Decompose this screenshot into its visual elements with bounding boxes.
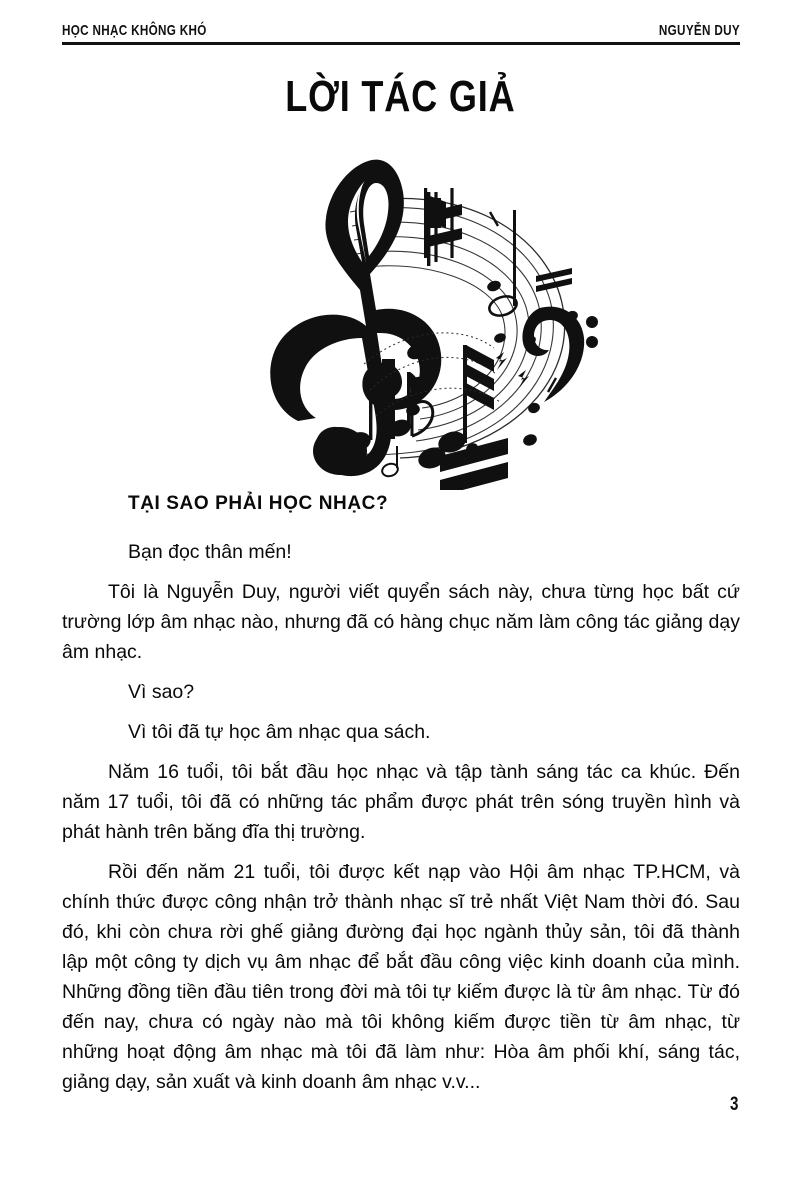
treble-clef-icon bbox=[270, 160, 441, 476]
paragraph-intro: Tôi là Nguyễn Duy, người viết quyển sách này, chưa từng học bất cứ trường lớp âm nhạc nào, nhưng đã có hàng chục năm làm công tác giảng dạy âm nhạc. bbox=[62, 580, 740, 663]
header-author-name: NGUYỄN DUY bbox=[658, 22, 740, 39]
paragraph-age-sixteen: Năm 16 tuổi, tôi bắt đầu học nhạc và tập tành sáng tác ca khúc. Đến năm 17 tuổi, tôi đã có những tác phẩm được phát trên sóng truyền hình và phát hành trên băng đĩa thị trường. bbox=[62, 760, 740, 843]
note-lower-right bbox=[522, 432, 539, 447]
paragraph-career: Rồi đến năm 21 tuổi, tôi được kết nạp vào Hội âm nhạc TP.HCM, và chính thức được công nhận trở thành nhạc sĩ trẻ nhất Việt Nam thời đó. Sau đó, khi còn chưa rời ghế giảng đường đại học ngành thủy sản, tôi đã thành lập một công ty dịch vụ âm nhạc để bắt đầu công việc kinh doanh của mình. Những đồng tiền đầu tiên trong đời mà tôi tự kiếm được là từ âm nhạc. Từ đó đến nay, chưa có ngày nào mà tôi không kiếm được tiền từ âm nhạc, từ những hoạt động âm nhạc mà tôi đã làm như: Hòa âm phối khí, sáng tác, giảng dạy, sản xuất và kinh doanh âm nhạc v.v... bbox=[62, 860, 740, 1093]
section-heading: TẠI SAO PHẢI HỌC NHẠC? bbox=[128, 493, 389, 514]
beamed-notes-center bbox=[436, 345, 494, 456]
running-header bbox=[62, 18, 740, 48]
paragraph-question: Vì sao? bbox=[128, 680, 195, 703]
music-notes-illustration bbox=[200, 140, 600, 490]
paragraph-answer: Vì tôi đã tự học âm nhạc qua sách. bbox=[128, 720, 431, 743]
running-header-row bbox=[62, 18, 740, 38]
page-number bbox=[729, 1094, 740, 1116]
header-divider-rule bbox=[62, 42, 740, 45]
page-title-text: LỜI TÁC GIẢ bbox=[284, 72, 516, 121]
note-stem-right-top bbox=[513, 210, 516, 306]
article-body bbox=[62, 492, 740, 1097]
page-title bbox=[0, 74, 800, 120]
header-book-title: HỌC NHẠC KHÔNG KHÓ bbox=[62, 22, 207, 39]
paragraph-greeting: Bạn đọc thân mến! bbox=[128, 540, 292, 563]
page-number-text: 3 bbox=[730, 1094, 739, 1115]
